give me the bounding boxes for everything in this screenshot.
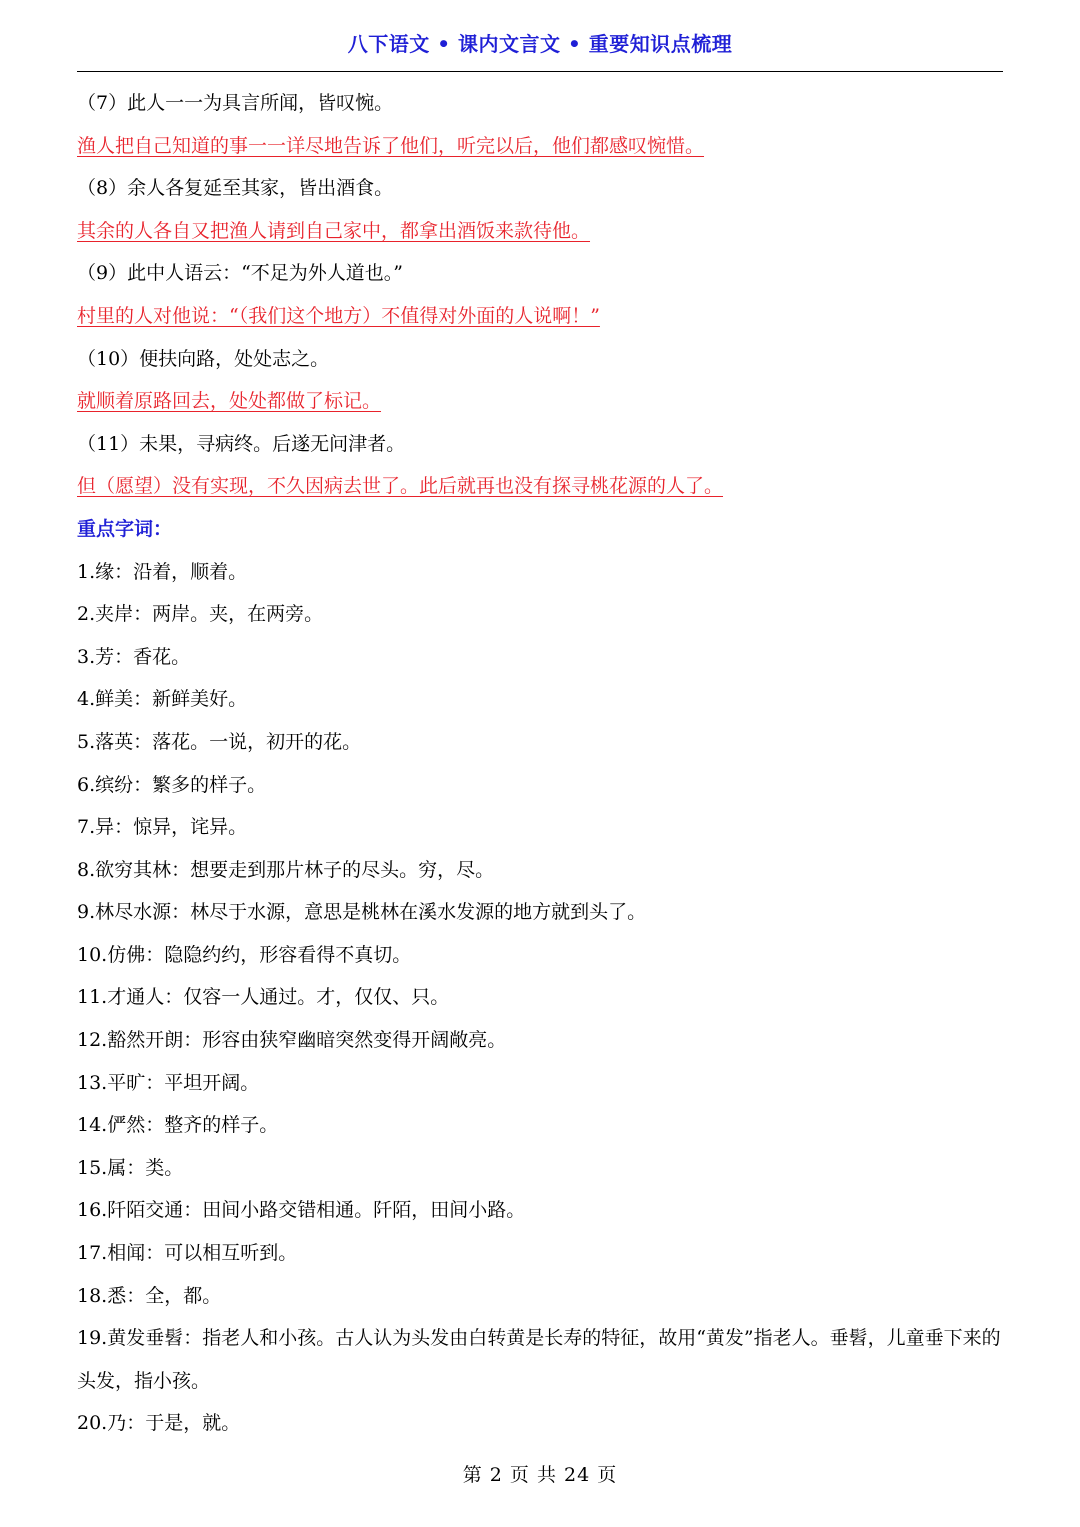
vocab-item: 1.缘：沿着，顺着。 — [77, 560, 248, 583]
vocab-item: 12.豁然开朗：形容由狭窄幽暗突然变得开阔敞亮。 — [77, 1029, 507, 1052]
vocab-item: 20.乃：于是，就。 — [77, 1412, 241, 1435]
vocab-item: 10.仿佛：隐隐约约，形容看得不真切。 — [77, 943, 412, 966]
vocab-item: 3.芳：香花。 — [77, 645, 191, 668]
vocab-item: 11.才通人：仅容一人通过。才，仅仅、只。 — [77, 986, 450, 1009]
passage-translation-8 — [77, 210, 1003, 253]
passage-original-8: （8）余人各复延至其家，皆出酒食。 — [77, 177, 394, 200]
page-header-title: 八下语文 • 课内文言文 • 重要知识点梳理 — [347, 32, 733, 56]
passage-original-10: （10）便扶向路，处处志之。 — [77, 347, 330, 370]
vocab-item: 7.异：惊异，诧异。 — [77, 816, 248, 839]
header-divider — [77, 71, 1003, 72]
passage-translation-9 — [77, 295, 1003, 338]
page-number-footer: 第 2 页 共 24 页 — [462, 1464, 618, 1486]
passage-original-9: （9）此中人语云：“不足为外人道也。” — [77, 262, 404, 285]
vocab-item: 18.悉：全，都。 — [77, 1284, 222, 1307]
translation-text: 渔人把自己知道的事一一详尽地告诉了他们，听完以后，他们都感叹惋惜。 — [77, 134, 705, 157]
vocab-item: 8.欲穷其林：想要走到那片林子的尽头。穷，尽。 — [77, 858, 495, 881]
vocab-item: 17.相闻：可以相互听到。 — [77, 1242, 298, 1265]
vocab-item: 15.属：类。 — [77, 1156, 184, 1179]
translation-text: 但（愿望）没有实现，不久因病去世了。此后就再也没有探寻桃花源的人了。 — [77, 475, 724, 498]
vocab-item: 16.阡陌交通：田间小路交错相通。阡陌，田间小路。 — [77, 1199, 526, 1222]
translation-text: 村里的人对他说：“（我们这个地方）不值得对外面的人说啊！” — [77, 304, 600, 327]
passage-translation-10 — [77, 380, 1003, 423]
vocab-section-title: 重点字词： — [77, 517, 173, 540]
vocab-item: 6.缤纷：繁多的样子。 — [77, 773, 267, 796]
vocab-item: 9.林尽水源：林尽于水源，意思是桃林在溪水发源的地方就到头了。 — [77, 901, 647, 924]
passage-original-7: （7）此人一一为具言所闻，皆叹惋。 — [77, 92, 394, 114]
vocab-item: 4.鲜美：新鲜美好。 — [77, 688, 248, 711]
passage-translation-11 — [77, 465, 1003, 508]
vocab-item: 19.黄发垂髫：指老人和小孩。古人认为头发由白转黄是长寿的特征，故用“黄发”指老人。垂髫，儿童垂下来的头发，指小孩。 — [77, 1327, 1001, 1392]
passage-original-11: （11）未果，寻病终。后遂无问津者。 — [77, 432, 406, 455]
passage-translation-7 — [77, 125, 1003, 168]
vocab-item: 13.平旷：平坦开阔。 — [77, 1071, 260, 1094]
document-body — [77, 82, 1003, 1445]
translation-text: 其余的人各自又把渔人请到自己家中，都拿出酒饭来款待他。 — [77, 219, 591, 242]
vocab-item: 2.夹岸：两岸。夹，在两旁。 — [77, 603, 324, 626]
translation-text: 就顺着原路回去，处处都做了标记。 — [77, 390, 382, 413]
vocab-item: 5.落英：落花。一说，初开的花。 — [77, 730, 362, 753]
vocab-item: 14.俨然：整齐的样子。 — [77, 1114, 279, 1137]
